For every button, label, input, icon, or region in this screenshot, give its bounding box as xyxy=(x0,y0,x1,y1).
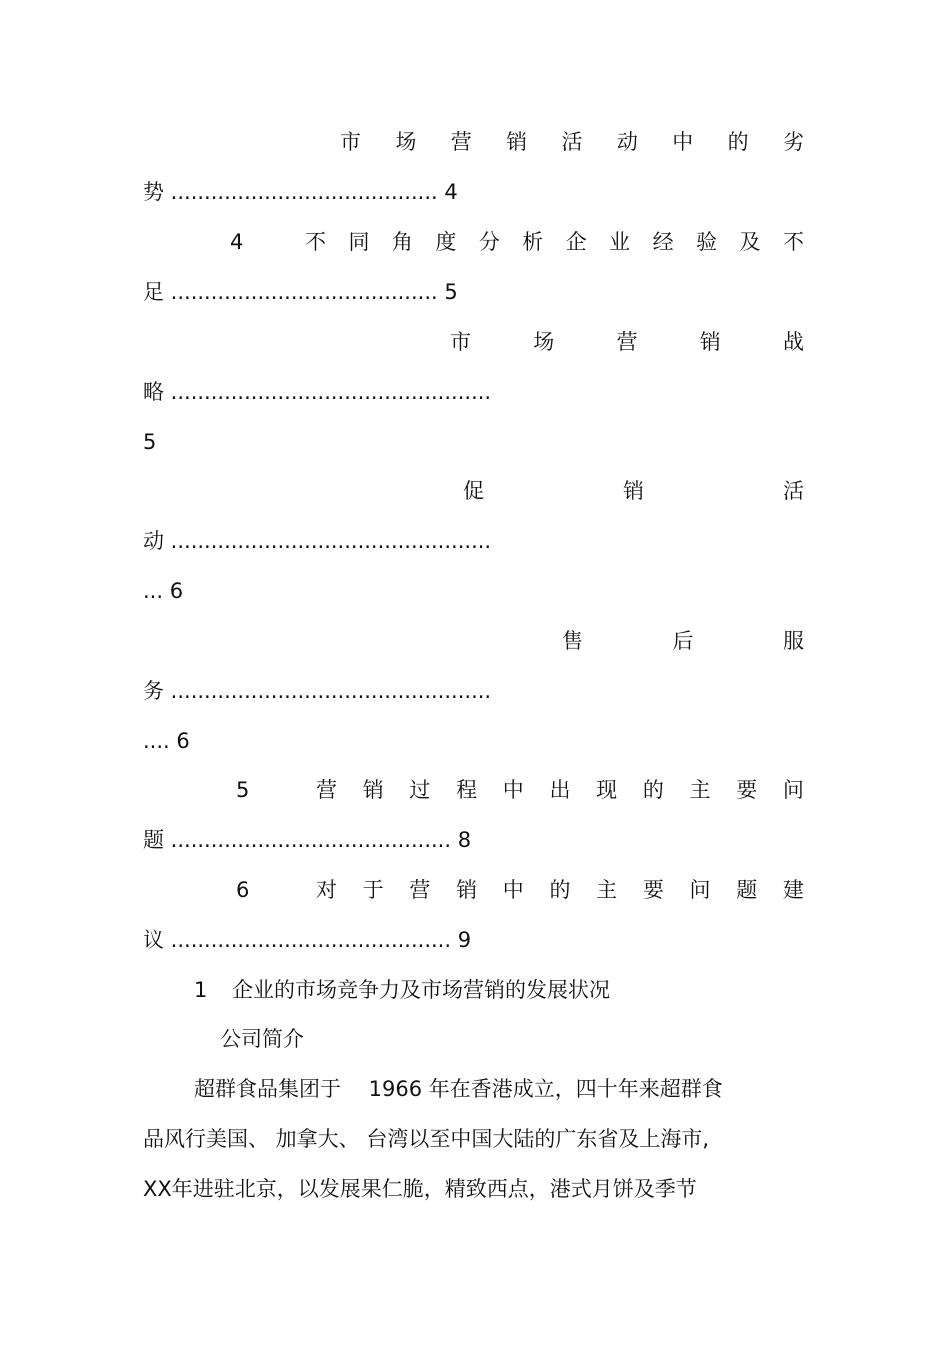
section-number: 1 xyxy=(194,978,208,1002)
toc-char: 不 xyxy=(782,230,804,254)
toc-char: 场 xyxy=(395,130,417,154)
toc-char: 现 xyxy=(596,778,618,802)
toc-char: 市 xyxy=(340,130,361,154)
toc-entry-number: 5 xyxy=(236,778,250,802)
toc-entry-title xyxy=(463,477,804,505)
toc-char: 销 xyxy=(362,778,384,802)
toc-entry-leader: 足 ........................................ 5 xyxy=(143,280,458,304)
toc-char: 中 xyxy=(672,130,694,154)
body-line: 超群食品集团于 1966 年在香港成立，四十年来超群食 xyxy=(194,1077,723,1101)
toc-char: 中 xyxy=(502,778,524,802)
toc-entry-page: ... 6 xyxy=(143,579,184,603)
toc-char: 销 xyxy=(456,878,478,902)
toc-char: 促 xyxy=(463,479,484,503)
toc-entry-title xyxy=(316,776,804,804)
toc-entry-leader: 势 ........................................ 4 xyxy=(143,180,458,204)
toc-char: 营 xyxy=(409,878,431,902)
toc-char: 业 xyxy=(609,230,631,254)
subsection-title: 公司简介 xyxy=(220,1027,304,1051)
toc-char: 的 xyxy=(549,878,571,902)
toc-char: 销 xyxy=(699,330,721,354)
toc-char: 后 xyxy=(672,629,694,653)
toc-char: 劣 xyxy=(783,130,804,154)
toc-char: 问 xyxy=(782,778,804,802)
toc-char: 分 xyxy=(478,230,500,254)
body-line: 品风行美国、 加拿大、 台湾以至中国大陆的广东省及上海市, xyxy=(143,1127,710,1151)
toc-char: 析 xyxy=(522,230,544,254)
toc-char: 销 xyxy=(623,479,644,503)
toc-entry-title xyxy=(450,328,804,356)
toc-char: 企 xyxy=(565,230,587,254)
toc-char: 主 xyxy=(689,778,711,802)
toc-entry-number: 4 xyxy=(230,230,244,254)
toc-char: 程 xyxy=(456,778,478,802)
toc-char: 验 xyxy=(696,230,718,254)
toc-char: 营 xyxy=(450,130,472,154)
toc-char: 角 xyxy=(391,230,413,254)
toc-char: 不 xyxy=(305,230,326,254)
toc-entry-leader: 议 .......................................... 9 xyxy=(143,928,472,952)
toc-char: 度 xyxy=(435,230,457,254)
toc-char: 及 xyxy=(739,230,761,254)
toc-entry-page: .... 6 xyxy=(143,729,190,753)
toc-char: 出 xyxy=(549,778,571,802)
toc-entry-leader: 动 ................................................ xyxy=(143,529,492,553)
toc-char: 问 xyxy=(689,878,711,902)
toc-char: 要 xyxy=(736,778,758,802)
toc-char: 市 xyxy=(450,330,471,354)
toc-char: 中 xyxy=(502,878,524,902)
toc-entry-page: 5 xyxy=(143,430,157,454)
toc-char: 对 xyxy=(316,878,337,902)
toc-entry-number: 6 xyxy=(236,878,250,902)
toc-char: 营 xyxy=(616,330,638,354)
toc-char: 服 xyxy=(783,629,804,653)
section-title: 企业的市场竞争力及市场营销的发展状况 xyxy=(232,978,610,1002)
toc-char: 的 xyxy=(727,130,749,154)
toc-entry-title xyxy=(562,627,804,655)
toc-char: 主 xyxy=(596,878,618,902)
toc-char: 活 xyxy=(561,130,583,154)
toc-entry-leader: 务 ................................................ xyxy=(143,679,492,703)
toc-char: 同 xyxy=(348,230,370,254)
toc-char: 的 xyxy=(642,778,664,802)
toc-char: 题 xyxy=(736,878,758,902)
toc-char: 活 xyxy=(783,479,804,503)
toc-char: 售 xyxy=(562,629,583,653)
toc-char: 建 xyxy=(782,878,804,902)
toc-char: 于 xyxy=(362,878,384,902)
toc-char: 过 xyxy=(409,778,431,802)
toc-char: 经 xyxy=(652,230,674,254)
toc-entry-title xyxy=(340,128,804,156)
toc-char: 战 xyxy=(783,330,804,354)
body-line: XX年进驻北京，以发展果仁脆，精致西点，港式月饼及季节 xyxy=(143,1177,697,1201)
toc-char: 营 xyxy=(316,778,337,802)
toc-char: 场 xyxy=(533,330,555,354)
toc-entry-title xyxy=(316,876,804,904)
toc-char: 要 xyxy=(642,878,664,902)
toc-entry-title xyxy=(305,228,804,256)
toc-entry-leader: 略 ................................................ xyxy=(143,380,492,404)
toc-char: 销 xyxy=(506,130,528,154)
toc-entry-leader: 题 .......................................... 8 xyxy=(143,828,472,852)
toc-char: 动 xyxy=(616,130,638,154)
